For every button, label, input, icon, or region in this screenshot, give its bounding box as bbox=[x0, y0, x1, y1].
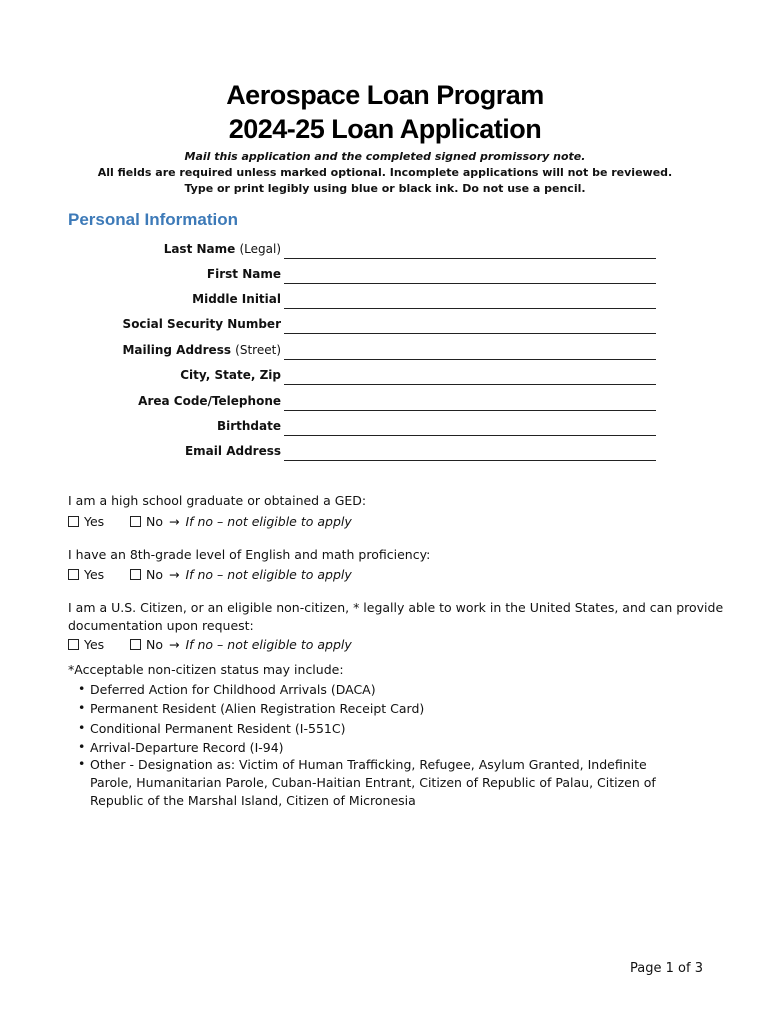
last-name-input-line[interactable] bbox=[284, 258, 656, 259]
field-label: Mailing Address (Street) bbox=[122, 343, 281, 357]
question-citizenship-line2: documentation upon request: bbox=[68, 618, 254, 633]
proficiency-yes-checkbox[interactable] bbox=[68, 569, 79, 580]
ineligible-note: If no – not eligible to apply bbox=[185, 514, 352, 529]
ged-yes-checkbox[interactable] bbox=[68, 516, 79, 527]
arrow-right-icon: → bbox=[168, 567, 180, 582]
list-item: • Conditional Permanent Resident (I-551C) bbox=[78, 720, 346, 736]
middle-initial-input-line[interactable] bbox=[284, 308, 656, 309]
field-birthdate bbox=[0, 419, 770, 441]
arrow-right-icon: → bbox=[168, 637, 180, 652]
bullet-icon: • bbox=[78, 681, 86, 696]
field-label: City, State, Zip bbox=[180, 368, 281, 382]
bullet-icon: • bbox=[78, 756, 86, 771]
field-label: Last Name (Legal) bbox=[163, 242, 281, 256]
list-item: • Deferred Action for Childhood Arrivals (DACA) bbox=[78, 681, 376, 697]
field-email bbox=[0, 444, 770, 466]
field-telephone bbox=[0, 394, 770, 416]
field-label: First Name bbox=[206, 267, 281, 281]
arrow-right-icon: → bbox=[168, 514, 180, 529]
noncitizen-intro: *Acceptable non-citizen status may include: bbox=[68, 662, 344, 677]
proficiency-no-checkbox[interactable] bbox=[130, 569, 141, 580]
field-mailing-address bbox=[0, 343, 770, 365]
email-input-line[interactable] bbox=[284, 460, 656, 461]
required-instruction: All fields are required unless marked optional. Incomplete applications will not be reviewed. bbox=[97, 166, 673, 179]
yes-label: Yes bbox=[84, 567, 105, 582]
program-title: Aerospace Loan Program bbox=[226, 80, 544, 110]
application-title: 2024-25 Loan Application bbox=[228, 114, 542, 144]
telephone-input-line[interactable] bbox=[284, 410, 656, 411]
proficiency-options bbox=[68, 567, 352, 582]
yes-label: Yes bbox=[84, 637, 105, 652]
page-number: Page 1 of 3 bbox=[630, 961, 703, 976]
list-item: • Permanent Resident (Alien Registration Receipt Card) bbox=[78, 700, 425, 716]
ssn-input-line[interactable] bbox=[284, 333, 656, 334]
ink-instruction: Type or print legibly using blue or black ink. Do not use a pencil. bbox=[184, 182, 586, 195]
field-city-state-zip bbox=[0, 368, 770, 390]
citizenship-yes-checkbox[interactable] bbox=[68, 639, 79, 650]
field-label: Birthdate bbox=[216, 419, 281, 433]
field-middle-initial bbox=[0, 292, 770, 314]
list-item: • Other - Designation as: Victim of Human Trafficking, Refugee, Asylum Granted, Indefinite Parole, Humanitarian Parole, Cuban-Haitian Entrant, Citizen of Republic of Palau, Citizen of Republic of the Marshal Island, Citizen of Micronesia bbox=[78, 756, 656, 808]
bullet-icon: • bbox=[78, 700, 86, 715]
ged-no-checkbox[interactable] bbox=[130, 516, 141, 527]
ineligible-note: If no – not eligible to apply bbox=[185, 567, 352, 582]
mailing-address-input-line[interactable] bbox=[284, 359, 656, 360]
ineligible-note: If no – not eligible to apply bbox=[185, 637, 352, 652]
field-ssn bbox=[0, 317, 770, 339]
first-name-input-line[interactable] bbox=[284, 283, 656, 284]
list-item: • Arrival-Departure Record (I-94) bbox=[78, 739, 284, 755]
city-state-zip-input-line[interactable] bbox=[284, 384, 656, 385]
mail-instruction: Mail this application and the completed signed promissory note. bbox=[184, 150, 586, 163]
field-first-name bbox=[0, 267, 770, 289]
bullet-icon: • bbox=[78, 739, 86, 754]
field-label: Email Address bbox=[184, 444, 281, 458]
bullet-icon: • bbox=[78, 720, 86, 735]
field-last-name bbox=[0, 242, 770, 264]
yes-label: Yes bbox=[84, 514, 105, 529]
personal-info-heading: Personal Information bbox=[68, 210, 239, 229]
no-label: No bbox=[146, 637, 163, 652]
birthdate-input-line[interactable] bbox=[284, 435, 656, 436]
citizenship-options bbox=[68, 637, 352, 652]
ged-options bbox=[68, 514, 352, 529]
field-label: Area Code/Telephone bbox=[138, 394, 281, 408]
field-label: Middle Initial bbox=[192, 292, 281, 306]
no-label: No bbox=[146, 514, 163, 529]
citizenship-no-checkbox[interactable] bbox=[130, 639, 141, 650]
question-citizenship-line1: I am a U.S. Citizen, or an eligible non-citizen, * legally able to work in the United States, and can provide bbox=[68, 600, 724, 615]
question-ged: I am a high school graduate or obtained a GED: bbox=[68, 493, 367, 508]
no-label: No bbox=[146, 567, 163, 582]
field-label: Social Security Number bbox=[122, 317, 281, 331]
question-proficiency: I have an 8th-grade level of English and math proficiency: bbox=[68, 547, 431, 562]
